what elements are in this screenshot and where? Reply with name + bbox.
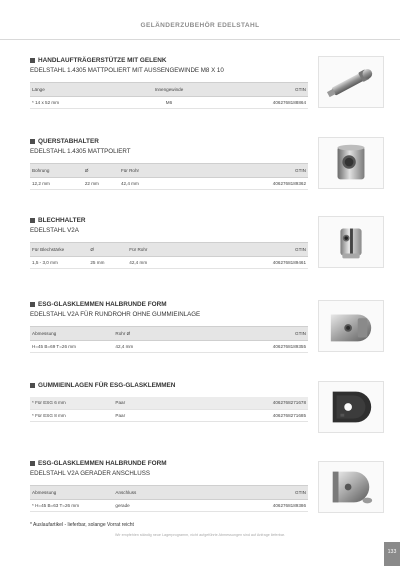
column-header: Bohrung (30, 164, 83, 178)
spec-table (30, 242, 308, 269)
table-row (30, 409, 308, 421)
column-header: Für Blechstärke (30, 243, 88, 257)
crossbar-holder-icon (319, 138, 383, 188)
column-header: Abmessung (30, 486, 113, 500)
section-title: GUMMIEINLAGEN FÜR ESG-GLASKLEMMEN (38, 382, 176, 389)
glass-clamp-icon (319, 301, 383, 351)
table-cell: 4062768189362 (186, 178, 308, 190)
product-image-bolt-support (318, 56, 384, 108)
section-title: BLECHHALTER (38, 217, 86, 224)
table-cell: 22 mm (83, 178, 119, 190)
section-subtitle: EDELSTAHL V2A (30, 227, 79, 234)
table-cell: * Für ESG 8 mm (30, 409, 113, 421)
column-header: GTIN (186, 164, 308, 178)
spec-table (30, 485, 308, 512)
page-header (0, 0, 400, 40)
page-header-title: GELÄNDERZUBEHÖR EDELSTAHL (140, 22, 260, 29)
table-cell: gerade (113, 500, 196, 512)
column-header: Abmessung (30, 327, 113, 341)
table-cell: 4062768189386 (197, 500, 308, 512)
page-number: 133 (384, 542, 400, 566)
square-bullet-icon (30, 383, 35, 388)
product-section-handlauftraegerstuetze (30, 56, 308, 109)
table-cell: * H=45 B=63 T=26 mm (30, 500, 113, 512)
section-title: QUERSTABHALTER (38, 138, 99, 145)
section-subtitle: EDELSTAHL V2A FÜR RUNDROHR OHNE GUMMIEINLAGE (30, 311, 201, 318)
table-cell: 4062768188864 (202, 97, 308, 109)
column-header: Rohr Ø (113, 327, 196, 341)
column-header: Ø (88, 243, 127, 257)
product-section-glasklemme-rundrohr (30, 300, 308, 353)
section-subtitle: EDELSTAHL V2A GERADER ANSCHLUSS (30, 470, 151, 477)
column-header: GTIN (197, 327, 308, 341)
table-cell: M6 (136, 97, 203, 109)
product-image-glasklemme-gerade (318, 461, 384, 513)
table-cell: 4062768271678 (197, 397, 308, 409)
table-row (30, 257, 308, 269)
product-image-gummieinlagen (318, 381, 384, 433)
square-bullet-icon (30, 302, 35, 307)
table-cell: 4062768271685 (197, 409, 308, 421)
table-row (30, 178, 308, 190)
footnote: * Auslaufartikel - lieferbar, solange Vorrat reicht (30, 522, 134, 528)
product-image-glasklemme-rundrohr (318, 300, 384, 352)
disclaimer: Wir empfehlen ständig neue Lagerprogramm, nicht aufgeführte Abmessungen sind auf Anfrage lieferbar. (115, 533, 285, 537)
bolt-support-icon (319, 57, 383, 107)
section-title: ESG-GLASKLEMMEN HALBRUNDE FORM (38, 460, 167, 467)
table-cell: 1,5 - 3,0 mm (30, 257, 88, 269)
column-header: GTIN (197, 243, 308, 257)
column-header: Für Rohr (127, 243, 197, 257)
table-row (30, 97, 308, 109)
table-row (30, 341, 308, 353)
column-header: Ø (83, 164, 119, 178)
square-bullet-icon (30, 461, 35, 466)
square-bullet-icon (30, 58, 35, 63)
section-title: HANDLAUFTRÄGERSTÜTZE MIT GELENK (38, 57, 167, 64)
table-cell: 12,2 mm (30, 178, 83, 190)
table-row (30, 500, 308, 512)
table-cell: 4062768189355 (197, 341, 308, 353)
table-row (30, 397, 308, 409)
column-header: Innengewinde (136, 83, 203, 97)
product-section-gummieinlagen (30, 381, 308, 422)
table-cell: 4062768189461 (197, 257, 308, 269)
square-bullet-icon (30, 218, 35, 223)
table-header-row (30, 83, 308, 97)
sheet-holder-icon (319, 217, 383, 267)
column-header: Länge (30, 83, 136, 97)
table-header-row (30, 327, 308, 341)
product-section-glasklemme-gerade (30, 459, 308, 512)
table-cell: Paar (113, 409, 196, 421)
square-bullet-icon (30, 139, 35, 144)
section-title: ESG-GLASKLEMMEN HALBRUNDE FORM (38, 301, 167, 308)
table-cell: 42,4 mm (119, 178, 186, 190)
rubber-insert-icon (319, 382, 383, 432)
table-cell: 42,4 mm (127, 257, 197, 269)
table-header-row (30, 243, 308, 257)
product-image-querstabhalter (318, 137, 384, 189)
table-cell: Paar (113, 397, 196, 409)
spec-table (30, 397, 308, 422)
table-cell: 42,4 mm (113, 341, 196, 353)
table-cell: H=45 B=69 T=26 mm (30, 341, 113, 353)
section-subtitle: EDELSTAHL 1.4305 MATTPOLIERT (30, 148, 131, 155)
spec-table (30, 82, 308, 109)
product-image-blechhalter (318, 216, 384, 268)
straight-glass-clamp-icon (319, 462, 383, 512)
column-header: GTIN (202, 83, 308, 97)
table-header-row (30, 486, 308, 500)
product-section-blechhalter (30, 216, 308, 269)
spec-table (30, 326, 308, 353)
column-header: GTIN (197, 486, 308, 500)
column-header: Anschluss (113, 486, 196, 500)
table-cell: * 14 x 52 mm (30, 97, 136, 109)
spec-table (30, 163, 308, 190)
section-subtitle: EDELSTAHL 1.4305 MATTPOLIERT MIT AUSSENGEWINDE M8 X 10 (30, 67, 224, 74)
product-section-querstabhalter (30, 137, 308, 190)
table-cell: * Für ESG 6 mm (30, 397, 113, 409)
column-header: Für Rohr (119, 164, 186, 178)
table-header-row (30, 164, 308, 178)
table-cell: 25 mm (88, 257, 127, 269)
